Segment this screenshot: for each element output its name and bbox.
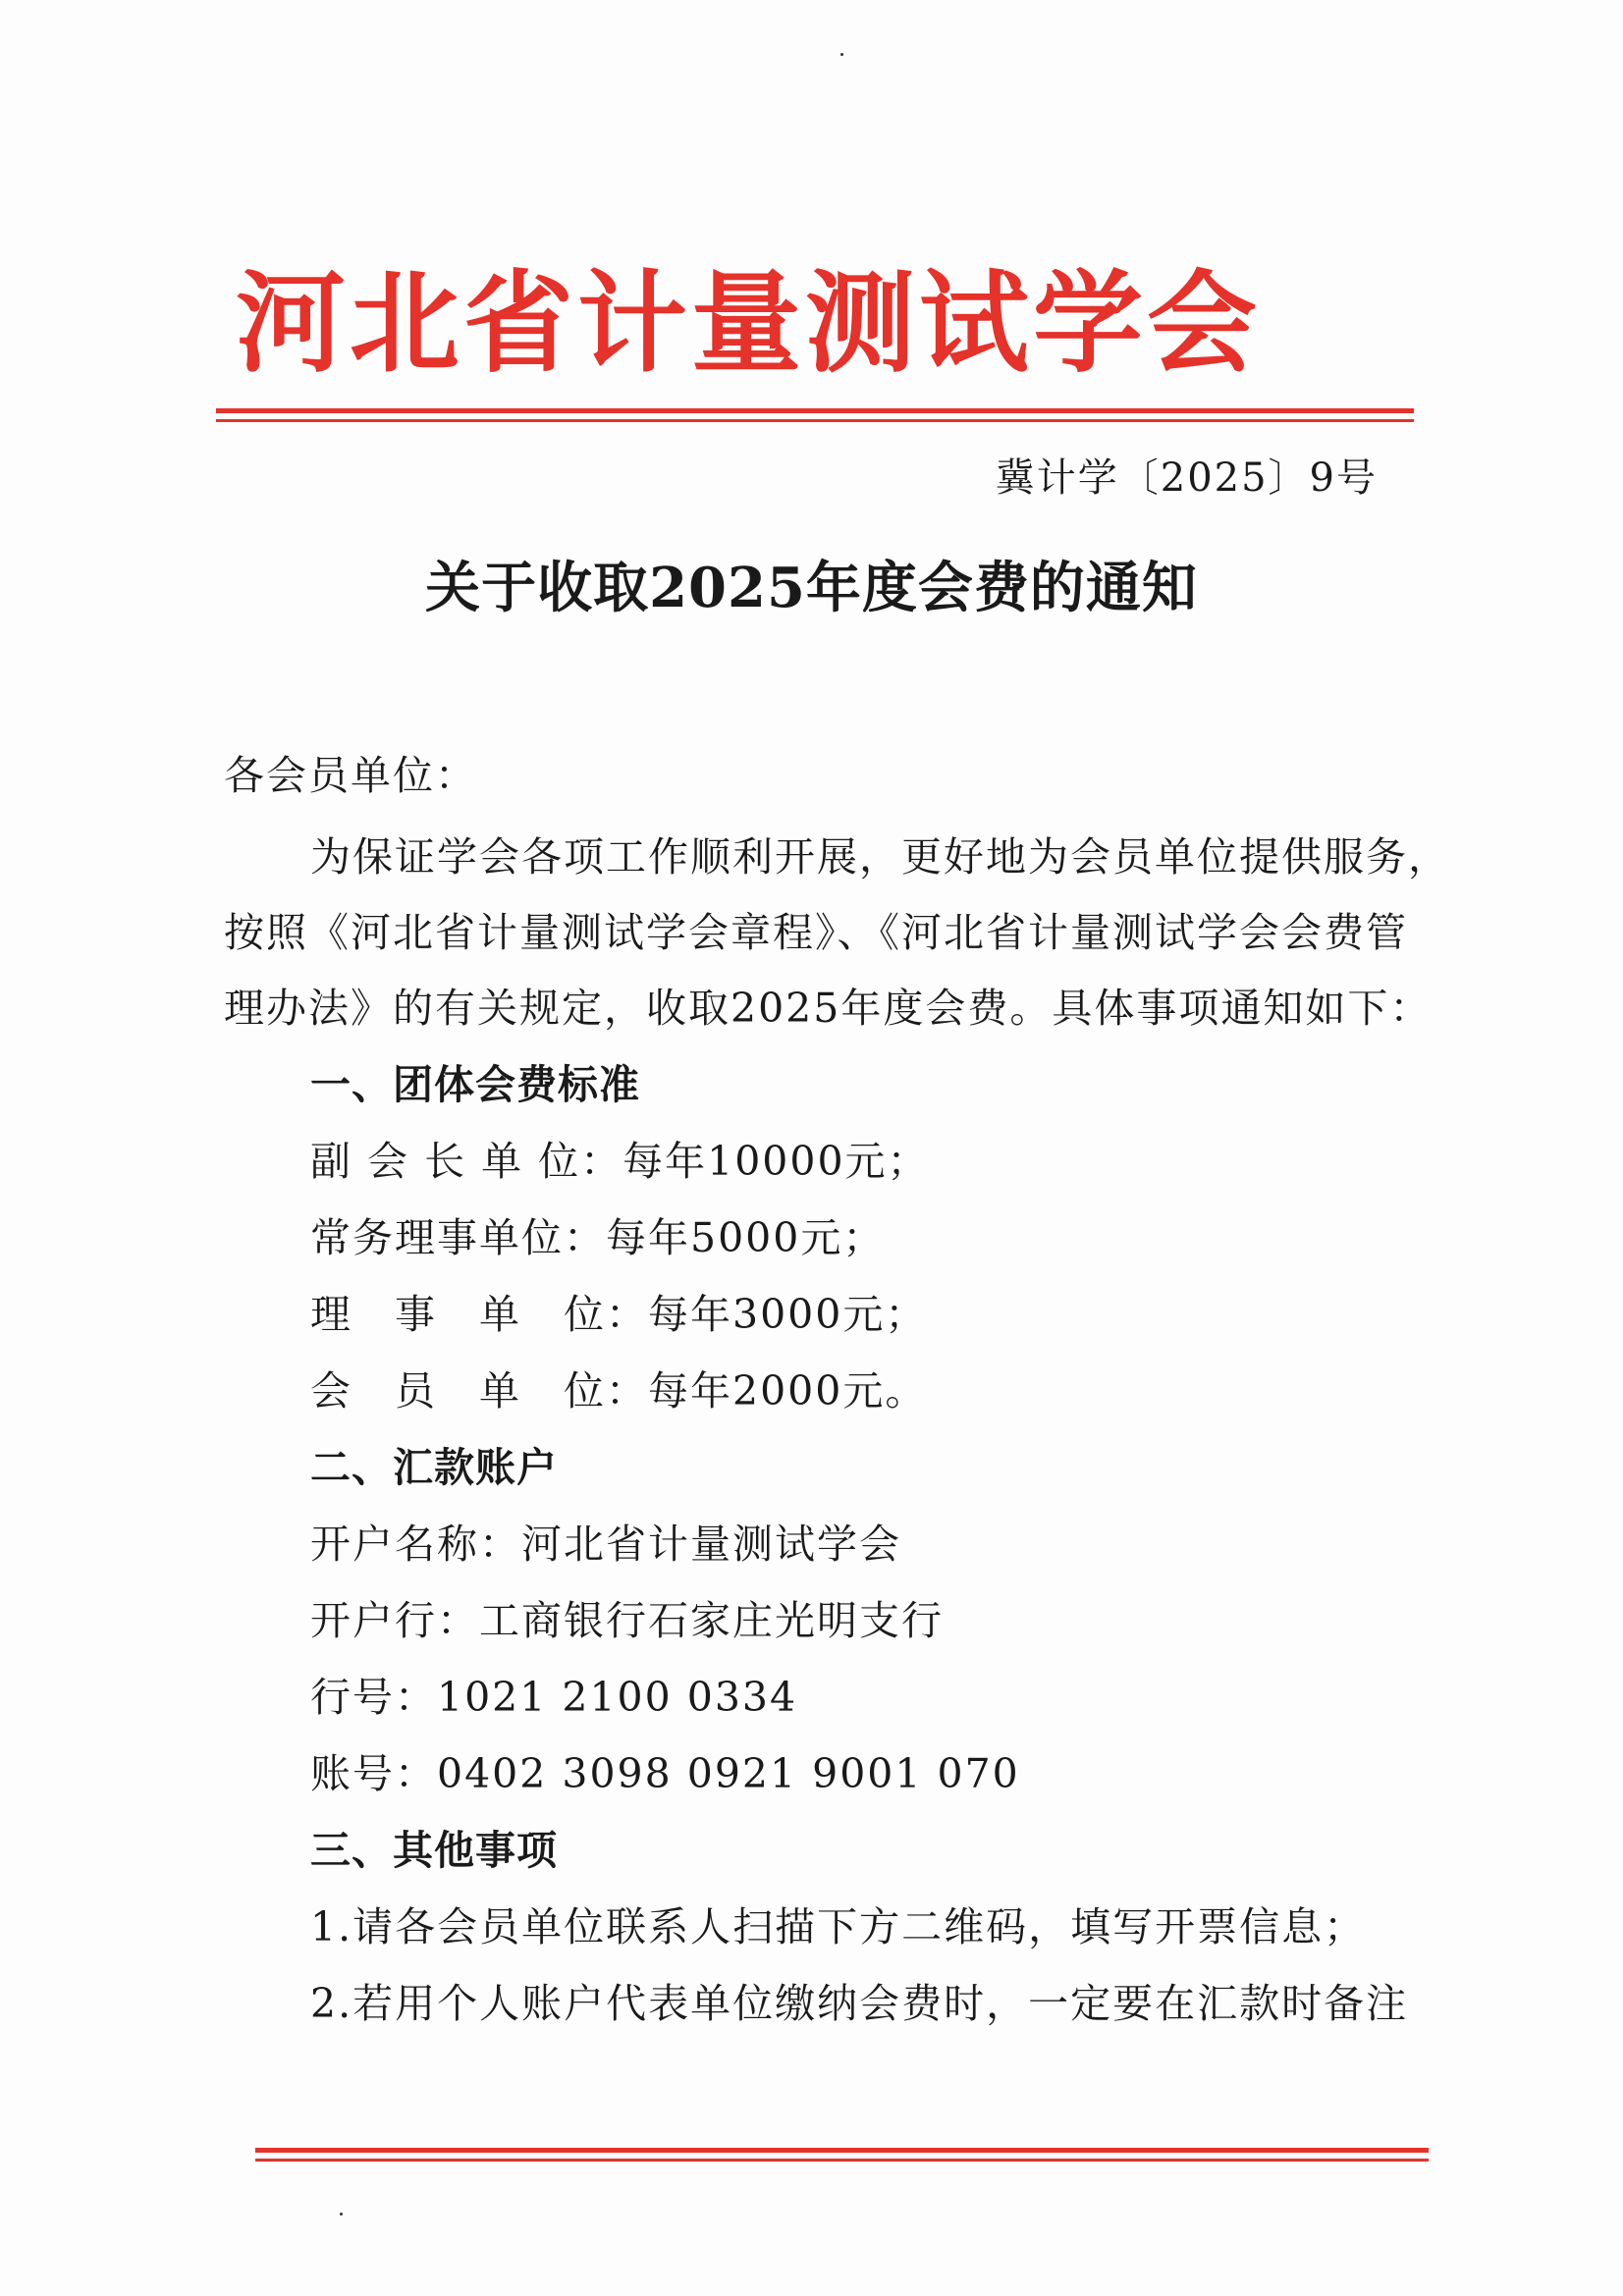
footer-rule-thin (255, 2159, 1429, 2162)
scan-speck (840, 53, 843, 56)
intro-line-3: 理办法》的有关规定，收取2025年度会费。具体事项通知如下： (224, 985, 1433, 1032)
masthead-rule-thick (216, 408, 1414, 413)
masthead-rule-thin (216, 419, 1414, 422)
other-item-1: 1.请各会员单位联系人扫描下方二维码，填写开票信息； (310, 1903, 1367, 1950)
account-number: 账号：0402 3098 0921 9001 070 (310, 1750, 1020, 1797)
account-name: 开户名称：河北省计量测试学会 (310, 1521, 901, 1568)
section-heading-fee-standard: 一、团体会费标准 (310, 1061, 640, 1108)
fee-item-member: 会 员 单 位：每年2000元。 (310, 1367, 928, 1415)
fee-item-executive-director: 常务理事单位：每年5000元； (310, 1214, 886, 1261)
footer-rule-thick (255, 2148, 1429, 2153)
intro-line-2: 按照《河北省计量测试学会章程》、《河北省计量测试学会会费管 (224, 909, 1408, 956)
section-heading-other-matters: 三、其他事项 (310, 1827, 558, 1874)
fee-item-vice-president: 副 会 长 单 位：每年10000元； (310, 1138, 930, 1185)
account-bank: 开户行：工商银行石家庄光明支行 (310, 1597, 944, 1644)
bank-code: 行号：1021 2100 0334 (310, 1674, 798, 1721)
scan-speck (340, 2213, 343, 2216)
other-item-2: 2.若用个人账户代表单位缴纳会费时，一定要在汇款时备注 (310, 1980, 1409, 2027)
document-title: 关于收取2025年度会费的通知 (425, 556, 1198, 620)
section-heading-remittance-account: 二、汇款账户 (310, 1444, 558, 1491)
salutation: 各会员单位： (224, 752, 477, 799)
masthead-title: 河北省计量测试学会 (236, 259, 1261, 388)
document-number: 冀计学〔2025〕9号 (995, 455, 1378, 501)
fee-item-director: 理 事 单 位：每年3000元； (310, 1291, 928, 1338)
intro-line-1: 为保证学会各项工作顺利开展，更好地为会员单位提供服务， (310, 833, 1450, 881)
